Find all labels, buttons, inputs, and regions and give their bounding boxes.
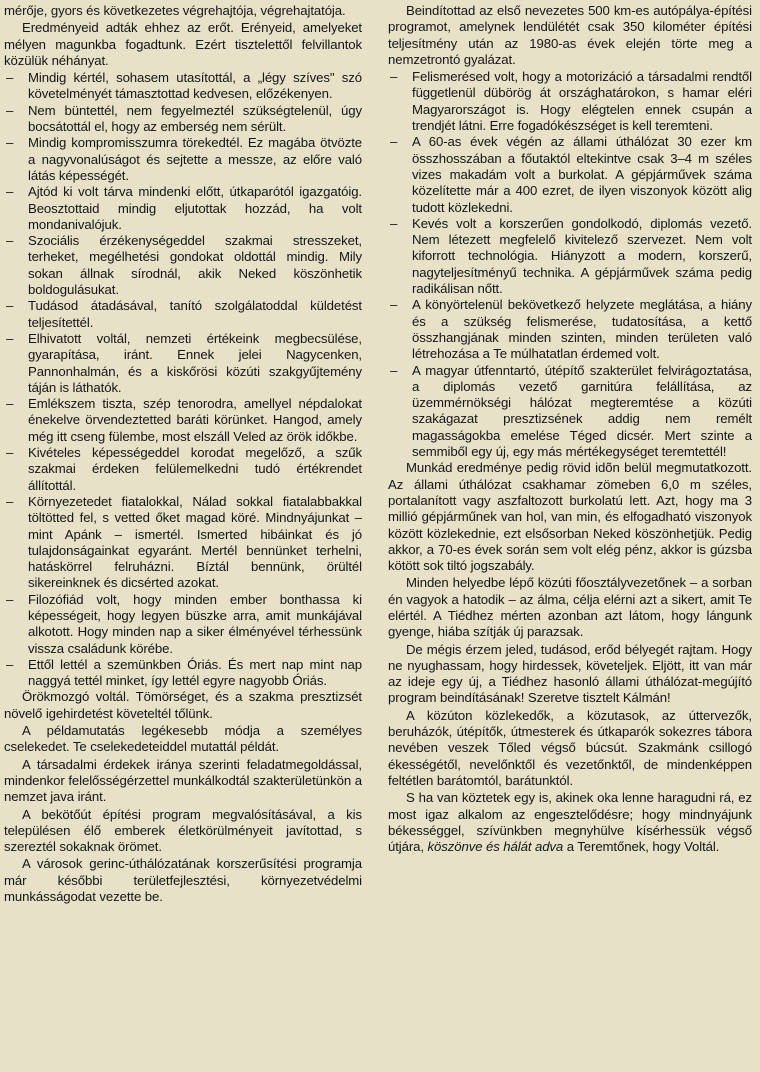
list-item: – A 60-as évek végén az állami úthálózat 30 ezer km összhosszában a főutaktól eltekintve csak 3–4 m széles vizes makadám volt a burkolat. A gépjárművek száma közelítette már a 400 ezret, de ilyen viszonyok között alig tudott közlekedni.: [388, 134, 752, 215]
list-item: – Emlékszem tiszta, szép tenorodra, amellyel népdalokat énekelve örvendeztetted baráti körünket. Hangod, amely még itt cseng fülembe, most elszáll Veled az örök időkbe.: [4, 396, 362, 445]
body-paragraph: De mégis érzem jeled, tudásod, erőd bélyegét rajtam. Hogy ne nyughassam, hogy hirdessek, követeljek. Eljött, itt van már az ideje egy új, a Tiédhez hasonló állami úthálózat-megújító program beindításának! Szeretve tisztelt Kálmán!: [388, 641, 752, 706]
body-paragraph: A városok gerinc-úthálózatának korszerűsítési programja már későbbi területfejlesztési, környezetvédelmi munkásságodat vezette be.: [4, 856, 362, 905]
body-paragraph: A példamutatás legékesebb módja a személyes cselekedet. Te cselekedeteiddel mutattál példát.: [4, 723, 362, 755]
body-paragraph: Minden helyedbe lépő közúti főosztályvezetőnek – a sorban én vagyok a hatodik – az álma, célja elérni azt a sikert, amit Te elértél. A Tiédhez mérten azonban azt látom, hogy lángunk gyenge, hiába szítják új parazsak.: [388, 575, 752, 640]
list-item: – Tudásod átadásával, tanító szolgálatoddal küldetést teljesítettél.: [4, 298, 362, 331]
left-column: [4, 3, 362, 906]
closing-italic-text: köszönve és hálát adva: [427, 839, 564, 855]
body-paragraph: A bekötőút építési program megvalósításával, a kis településen élő emberek életkörülményeit javítottad, s szereztél sokaknak örömet.: [4, 806, 362, 855]
closing-paragraph: [388, 790, 752, 855]
list-item: – Ajtód ki volt tárva mindenki előtt, útkaparótól igazgatóig. Beosztottaid mindig eljutottak hozzád, ha volt mondanivalójuk.: [4, 184, 362, 233]
list-item: – Filozófiád volt, hogy minden ember bonthassa ki képességeit, hogy legyen büszke arra, amit munkájával alkotott. Hogy minden nap a siker élményével térhessünk vissza családunk körébe.: [4, 592, 362, 657]
list-item: – Kevés volt a korszerűen gondolkodó, diplomás vezető. Nem létezett megfelelő kivitelező szervezet. Nem volt kiforrott technológia. Hiányzott a modern, korszerű, nagyteljesítményű technika. A gépjárművek száma pedig radikálisan nőtt.: [388, 216, 752, 297]
closing-text: S ha van köztetek egy is, akinek oka lenne haragudni rá, ez most igaz alkalom az engesztelődésre; hogy mindnyájunk békességgel, szívünkben megnyhülve kísérhessük végső útjára,: [388, 790, 752, 855]
list-item: – Környezetedet fiatalokkal, Nálad sokkal fiatalabbakkal töltötted fel, s vetted őket magad köré. Mindnyájunkat – mint Apánk – ismertél. Ismerted hibáinkat és jó tulajdonságainkat egyaránt. Mertél bennünket terhelni, hatáskörrel felruházni. Bíztál bennünk, örültél sikereinknek és dicsérted azokat.: [4, 494, 362, 592]
body-paragraph: A közúton közlekedők, a közutasok, az úttervezők, beruházók, útépítők, útmesterek és útkaparók sokezres tábora nevében veszek Tőled végső búcsút. Szakmánk csillogó ékességétől, nevelőnktől és vezetőnktől, de mindenképpen feltétlen barátomtól, barátunktól.: [388, 707, 752, 788]
list-item: – Szociális érzékenységeddel szakmai stresszeket, terheket, megélhetési gondokat oldottál mindig. Mily sokan állnak sírodnál, akik Neked köszönhetik boldogulásukat.: [4, 233, 362, 298]
list-item: – A magyar útfenntartó, útépítő szakterület felvirágoztatása, a diplomás vezető garnitúra felállítása, az üzemmérnökségi hálózat megteremtése a közúti szakágazat presztizsének addig nem remélt magasságokba emelése Téged dicsér. Mert szinte a semmiből egy új, egy más mértékegységet teremtettél!: [388, 363, 752, 461]
lead-text: mérője, gyors és következetes végrehajtója, végrehajtatója.: [4, 3, 346, 18]
list-item: – Kivételes képességeddel korodat megelőző, a szűk szakmai érdeken felülemelkedni tudó értékrendet állítottál.: [4, 445, 362, 494]
intro-paragraph: Eredményeid adták ehhez az erőt. Erényeid, amelyeket mélyen magunkba fogadtunk. Ezért tisztelettől felvillantok közülük néhányat.: [4, 20, 362, 68]
body-paragraph: Munkád eredménye pedig rövid idõn belül megmutatkozott. Az állami úthálózat csakhamar zömeben 6,0 m széles, portalanított vagy aszfaltozott burkolatú lett. Azt, hogy ma 3 millió gépjárműnek van hol, van min, és elfogadható viszonyok között közlekednie, ezt elsősorban Neked köszönhetjük. Pedig akkor, a 70-es évek során sem volt elég pénz, akkor is gúzsba kötött sok tiltó jogszabály.: [388, 460, 752, 574]
list-item: – A könyörtelenül bekövetkező helyzete meglátása, a hiány és a szükség felismerése, tudatosítása, a kettő összhangjának minden szinten, minden területen való létrehozása a Te múlhatatlan érdemed volt.: [388, 297, 752, 362]
body-paragraph: A társadalmi érdekek iránya szerinti feladatmegoldással, mindenkor felelősségérzettel munkálkodtál szakterületünkön a nemzet java iránt.: [4, 756, 362, 805]
closing-end-text: a Teremtőnek, hogy Voltál.: [563, 839, 720, 855]
list-item: – Mindig kértél, sohasem utasítottál, a „légy szíves" szó követelményét támasztottad kedvesen, előzékenyen.: [4, 70, 362, 103]
list-item: – Felismerésed volt, hogy a motorizáció a társadalmi rendtől függetlenül dübörög át országhatárokon, s hamar eléri Magyarországot is. Hogy elégtelen ennek csupán a trendjét látni. Erre fogadókészséget is kell teremteni.: [388, 69, 752, 134]
list-item: – Mindig kompromisszumra törekedtél. Ez magába ötvözte a nagyvonalúságot és sejtette a messze, az előre való látás képességét.: [4, 135, 362, 184]
right-column: [388, 3, 752, 856]
list-item: – Ettől lettél a szemünkben Óriás. És mert nap mint nap naggyá tettél minket, így lettél egyre nagyobb Óriás.: [4, 657, 362, 690]
body-paragraph: Örökmozgó voltál. Tömörséget, és a szakma presztizsét növelő igehirdetést követeltél tőlünk.: [4, 689, 362, 721]
intro-paragraph: Beindítottad az első nevezetes 500 km-es autópálya-építési programot, amelynek lendülétét csak 350 kilométer építési teljesítmény után az 1980-as évek elején törte meg a nemzetrontó gyalázat.: [388, 3, 752, 67]
list-item: – Nem büntettél, nem fegyelmeztél szükségtelenül, úgy bocsátottál el, hogy az emberség nem sérült.: [4, 103, 362, 136]
list-item: – Elhivatott voltál, nemzeti értékeink megbecsülése, gyarapítása, iránt. Ennek jelei Nagycenken, Pannonhalmán, és a kiskőrösi közúti szakgyűjtemény táján is láthatók.: [4, 331, 362, 396]
